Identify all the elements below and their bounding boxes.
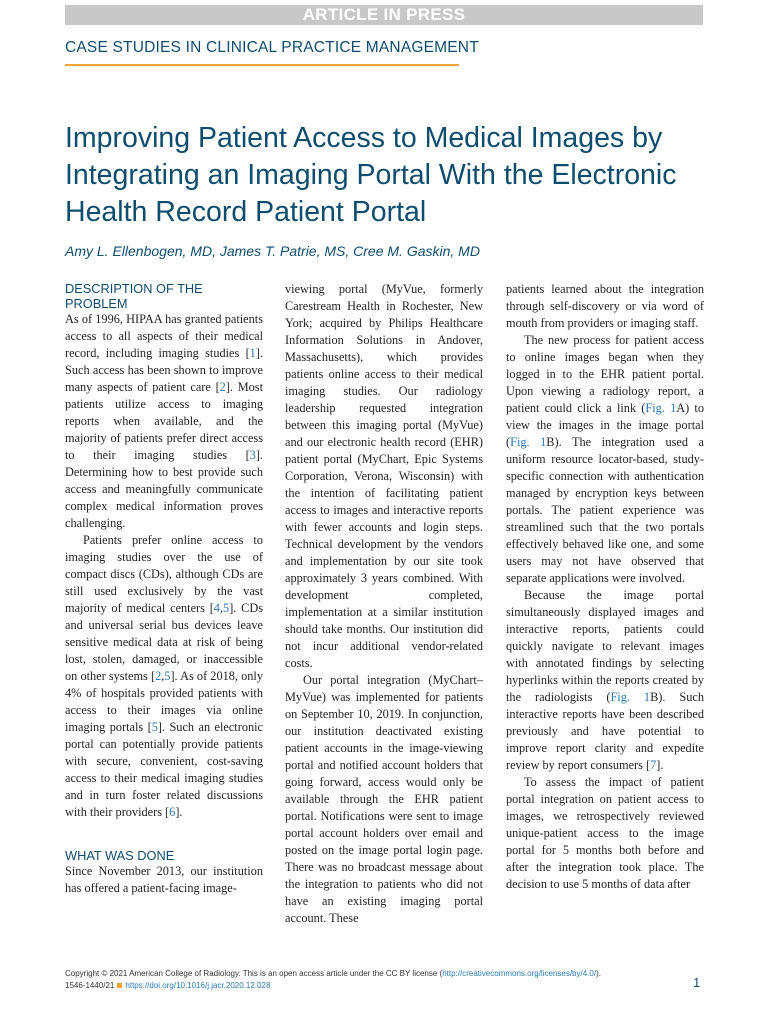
paragraph: Since November 2013, our institution has offered a patient-facing image- xyxy=(65,864,263,895)
paragraph: viewing portal (MyVue, formerly Carestream Health in Rochester, New York; acquired by Philips Healthcare Information Solutions in Andover, Massachusetts), which provides patients online access to their medical imaging studies. Our radiology leadership requested integration between this imaging portal (MyVue) and our electronic health record (EHR) patient portal (MyChart, Epic Systems Corporation, Verona, Wisconsin) with the intention of facilitating patient access to images and interactive reports with fewer accounts and login steps. Technical development by the vendors and implementation by our site took approximately 3 years combined. With development completed, implementation at a similar institution should take months. Our institution did not incur additional vendor-related costs. xyxy=(285,282,483,670)
doi-line xyxy=(65,980,601,992)
figure-link[interactable]: Fig. 1 xyxy=(645,401,677,415)
citation-link[interactable]: 6 xyxy=(169,805,176,819)
citation-link[interactable]: 5 xyxy=(151,720,158,734)
paragraph: As of 1996, HIPAA has granted patients access to all aspects of their medical record, including imaging studies [1]. Such access has been shown to improve many aspects of patient care [2]. Most patients utilize access to imaging reports when available, and the majority of patients prefer direct access to their imaging studies [3]. Determining how to best provide such access and meaningfully communicate complex medical information proves challenging. xyxy=(65,312,263,530)
citation-link[interactable]: 1 xyxy=(249,346,256,360)
separator-square-icon xyxy=(117,983,122,988)
citation-link[interactable]: 5 xyxy=(164,669,171,683)
article-in-press-banner: ARTICLE IN PRESS xyxy=(65,5,703,25)
license-line: Copyright © 2021 American College of Radiology. This is an open access article under the CC BY license (http://creativecommons.org/licenses/by/4.0/). xyxy=(65,969,601,978)
column-middle xyxy=(285,281,483,927)
citation-link[interactable]: 2 xyxy=(219,380,226,394)
paragraph: Our portal integration (MyChart–MyVue) was implemented for patients on September 10, 2019. In conjunction, our institution deactivated existing patient accounts in the image-viewing portal and notified account holders that going forward, access would only be available through the EHR patient portal. Notifications were sent to image portal account holders over email and posted on the image portal login page. There was no broadcast message about the integration to patients who did not have an existing imaging portal account. These xyxy=(285,673,483,925)
column-right xyxy=(506,281,704,893)
paragraph: patients learned about the integration through self-discovery or via word of mouth from providers or imaging staff. xyxy=(506,282,704,330)
figure-link[interactable]: Fig. 1 xyxy=(510,435,547,449)
section-heading: CASE STUDIES IN CLINICAL PRACTICE MANAGEMENT xyxy=(65,39,479,56)
license-link[interactable]: http://creativecommons.org/licenses/by/4.0/ xyxy=(442,969,597,978)
author-list: Amy L. Ellenbogen, MD, James T. Patrie, MS, Cree M. Gaskin, MD xyxy=(65,243,480,259)
paragraph: The new process for patient access to online images began when they logged in to the EHR patient portal. Upon viewing a radiology report, a patient could click a link (Fig. 1A) to view the images in the image portal (Fig. 1B). The integration used a uniform resource locator-based, study-specific connection with authentication managed by encryption keys between portals. The patient experience was streamlined such that the two portals effectively behaved like one, and some users may not have observed that separate applications were involved. xyxy=(506,333,704,585)
citation-link[interactable]: 7 xyxy=(650,758,657,772)
article-title: Improving Patient Access to Medical Images by Integrating an Imaging Portal With the Electronic Health Record Patient Portal xyxy=(65,122,677,228)
paragraph: Because the image portal simultaneously displayed images and interactive reports, patients could quickly navigate to relevant images with annotated findings by selecting hyperlinks within the reports created by the radiologists (Fig. 1B). Such interactive reports have been described previously and have potential to improve report clarity and expedite review by report consumers [7]. xyxy=(506,588,705,772)
issn: 1546-1440/21 xyxy=(65,981,115,990)
page-number: 1 xyxy=(693,975,701,990)
citation-link[interactable]: 4 xyxy=(213,601,220,615)
citation-link[interactable]: 5 xyxy=(223,601,230,615)
column-left xyxy=(65,281,263,897)
citation-link[interactable]: 3 xyxy=(249,448,256,462)
heading-description-of-problem: DESCRIPTION OF THE PROBLEM xyxy=(65,281,203,311)
figure-link[interactable]: Fig. 1 xyxy=(610,690,651,704)
paragraph: Patients prefer online access to imaging studies over the use of compact discs (CDs), although CDs are still used exclusively by the vast majority of medical centers [4,5]. CDs and universal serial bus devices leave sensitive medical data at risk of being lost, stolen, damaged, or inaccessible on other systems [2,5]. As of 2018, only 4% of hospitals provided patients with access to their images via online imaging portals [5]. Such an electronic portal can potentially provide patients with secure, convenient, cost-saving access to their medical imaging studies and in turn foster related discussions with their providers [6]. xyxy=(65,533,263,819)
doi-link[interactable]: https://doi.org/10.1016/j.jacr.2020.12.028 xyxy=(125,981,271,990)
copyright-footer xyxy=(65,968,601,992)
paragraph: To assess the impact of patient portal integration on patient access to images, we retrospectively reviewed unique-patient access to the image portal for 5 months both before and after the integration took place. The decision to use 5 months of data after xyxy=(506,775,704,891)
section-divider xyxy=(65,64,459,66)
citation-link[interactable]: 2 xyxy=(155,669,162,683)
heading-what-was-done: WHAT WAS DONE xyxy=(65,848,175,863)
